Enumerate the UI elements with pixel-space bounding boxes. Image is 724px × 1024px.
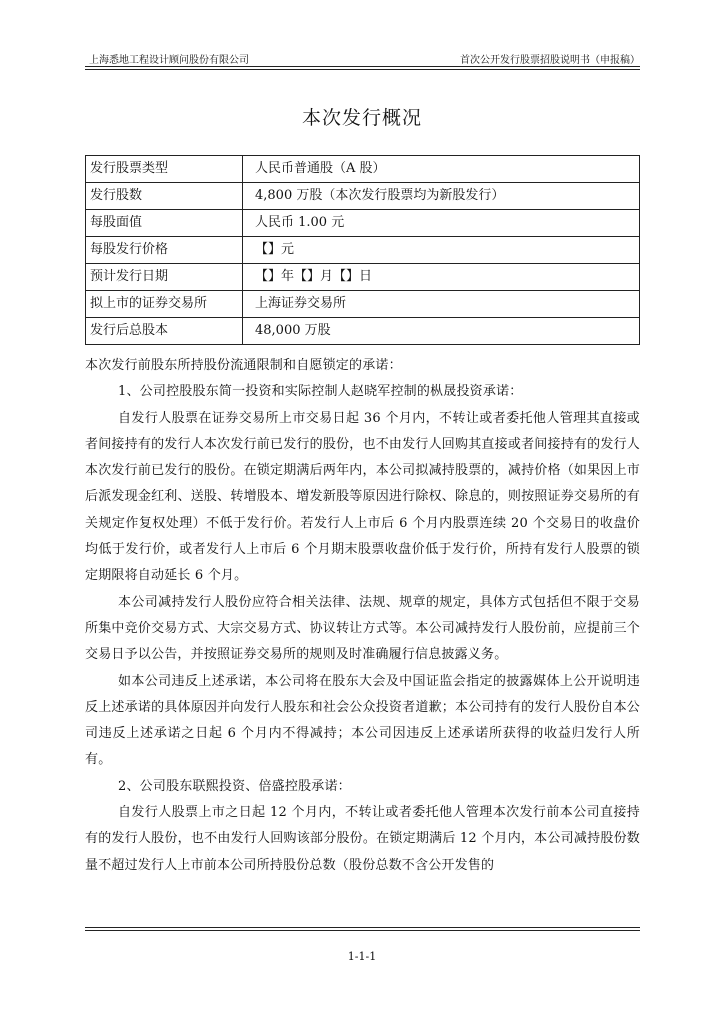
table-key: 发行股票类型 xyxy=(86,156,243,183)
offering-summary-table xyxy=(85,155,640,345)
table-row xyxy=(86,156,640,183)
header-company: 上海悉地工程设计顾问股份有限公司 xyxy=(89,55,249,66)
header-rule-2 xyxy=(85,69,640,70)
header-doc-title: 首次公开发行股票招股说明书（申报稿） xyxy=(460,55,640,66)
table-value: 48,000 万股 xyxy=(243,318,640,345)
table-row xyxy=(86,237,640,264)
table-value: 【】年【】月【】日 xyxy=(243,264,640,291)
header-rule xyxy=(85,66,640,67)
page-header xyxy=(85,46,640,68)
paragraph: 自发行人股票在证券交易所上市交易日起 36 个月内，不转让或者委托他人管理其直接或者间接持有的发行人本次发行前已发行的股份，也不由发行人回购其直接或者间接持有的发行人本次发行前已发行的股份。在锁定期满后两年内，本公司拟减持股票的，减持价格（如果因上市后派发现金红利、送股、转增股本、增发新股等原因进行除权、除息的，则按照证券交易所的有关规定作复权处理）不低于发行价。若发行人上市后 6 个月内股票连续 20 个交易日的收盘价均低于发行价，或者发行人上市后 6 个月期末股票收盘价低于发行价，所持有发行人股票的锁定期限将自动延长 6 个月。 xyxy=(85,410,640,584)
table-row xyxy=(86,183,640,210)
table-row xyxy=(86,210,640,237)
table-key: 每股面值 xyxy=(86,210,243,237)
table-key: 每股发行价格 xyxy=(86,237,243,264)
table-row xyxy=(86,264,640,291)
page-number: 1-1-1 xyxy=(347,950,377,963)
paragraph: 自发行人股票上市之日起 12 个月内，不转让或者委托他人管理本次发行前本公司直接持有的发行人股份，也不由发行人回购该部分股份。在锁定期满后 12 个月内，本公司减持股份数量不超过发行人上市前本公司所持股份总数（股份总数不含公开发售的 xyxy=(85,805,640,873)
table-row xyxy=(86,318,640,345)
commitment-heading-1: 1、公司控股股东简一投资和实际控制人赵晓军控制的枞晟投资承诺： xyxy=(118,384,523,400)
table-value: 【】元 xyxy=(243,237,640,264)
table-value: 上海证券交易所 xyxy=(243,291,640,318)
document-body xyxy=(85,353,640,879)
table-key: 预计发行日期 xyxy=(86,264,243,291)
table-row xyxy=(86,291,640,318)
footer-rule xyxy=(85,927,640,928)
table-key: 发行股数 xyxy=(86,183,243,210)
page-title: 本次发行概况 xyxy=(301,107,422,129)
table-value: 4,800 万股（本次发行股票均为新股发行） xyxy=(243,183,640,210)
table-key: 发行后总股本 xyxy=(86,318,243,345)
paragraph: 本公司减持发行人股份应符合相关法律、法规、规章的规定，具体方式包括但不限于交易所集中竞价交易方式、大宗交易方式、协议转让方式等。本公司减持发行人股份前，应提前三个交易日予以公告，并按照证券交易所的规则及时准确履行信息披露义务。 xyxy=(85,594,640,663)
paragraph: 如本公司违反上述承诺，本公司将在股东大会及中国证监会指定的披露媒体上公开说明违反上述承诺的具体原因并向发行人股东和社会公众投资者道歉；本公司持有的发行人股份自本公司违反上述承诺之日起 6 个月内不得减持；本公司因违反上述承诺所获得的收益归发行人所有。 xyxy=(85,673,640,768)
commitment-heading-2: 2、公司股东联熙投资、倍盛控股承诺： xyxy=(118,778,351,794)
footer-rule-2 xyxy=(85,930,640,931)
table-key: 拟上市的证券交易所 xyxy=(86,291,243,318)
table-value: 人民币 1.00 元 xyxy=(243,210,640,237)
lockup-intro: 本次发行前股东所持股份流通限制和自愿锁定的承诺： xyxy=(85,358,402,373)
table-value: 人民币普通股（A 股） xyxy=(243,156,640,183)
